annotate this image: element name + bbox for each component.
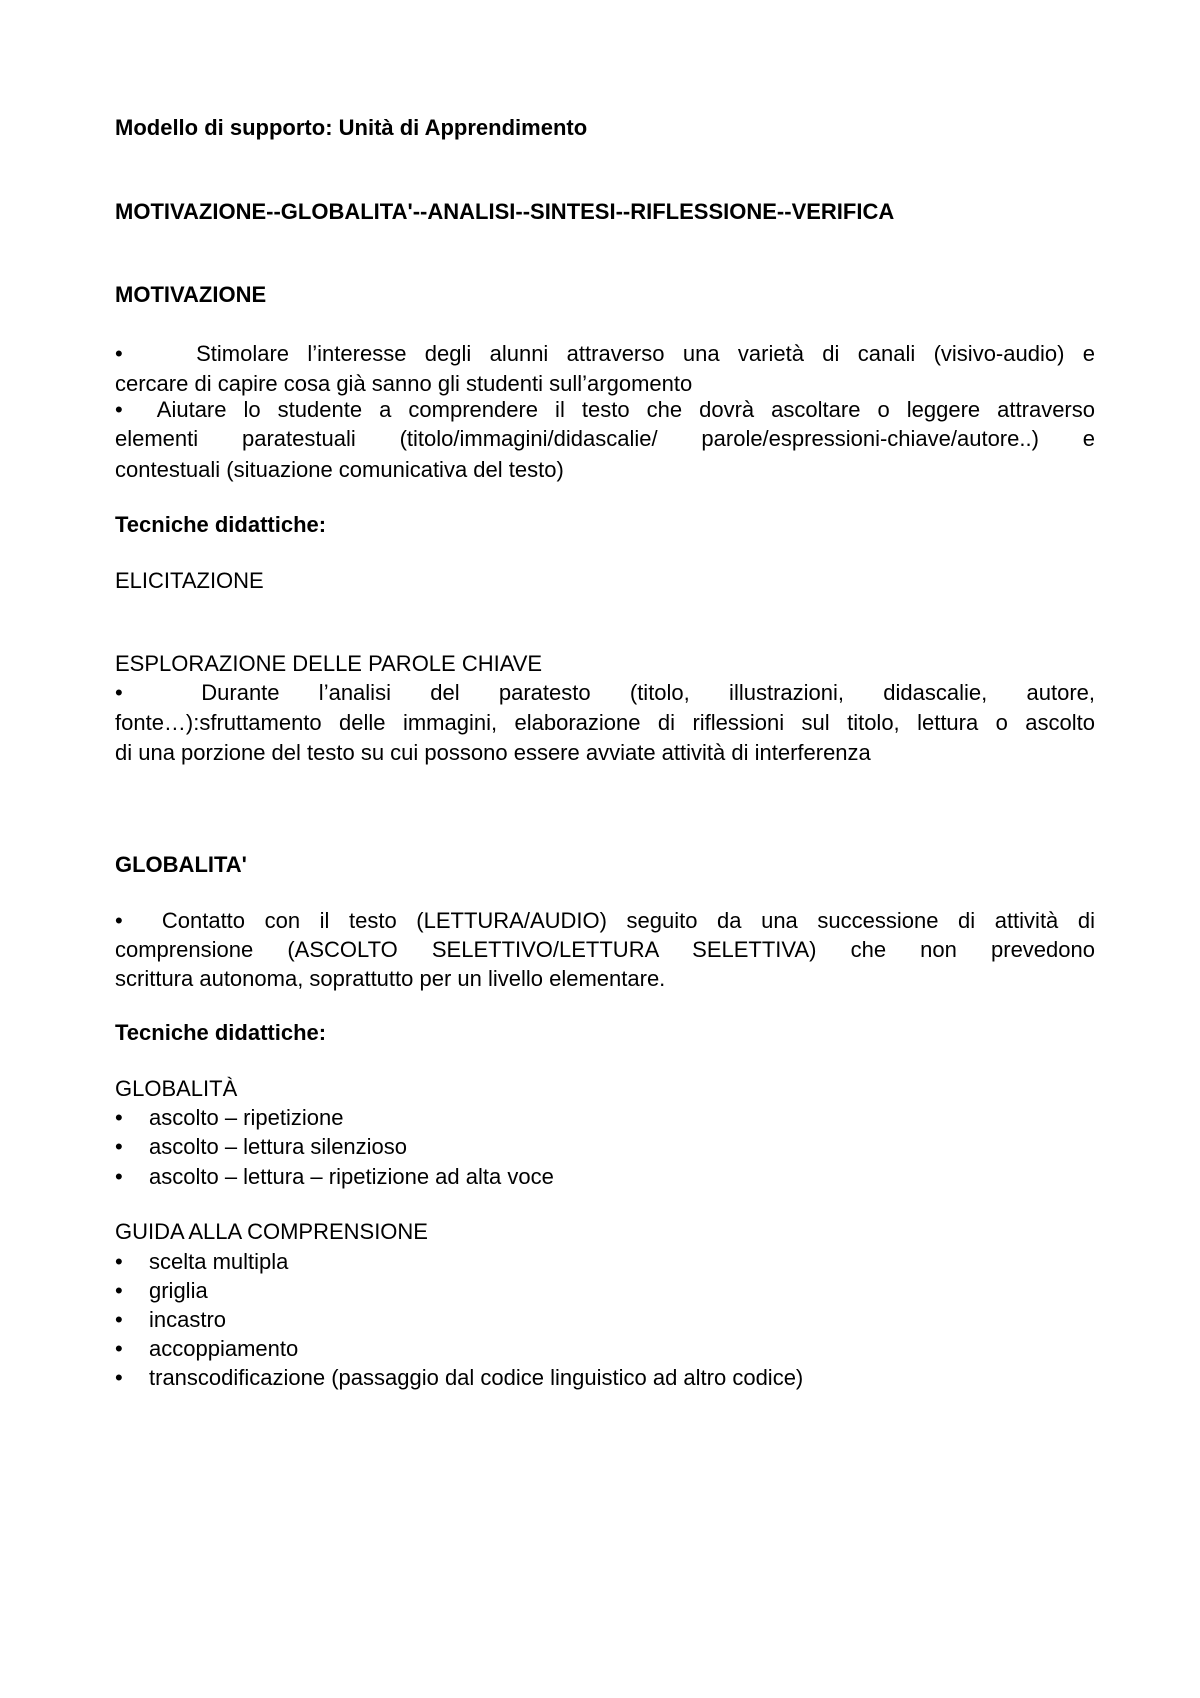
elicitazione-label: ELICITAZIONE: [115, 568, 264, 593]
esplorazione-label: ESPLORAZIONE DELLE PAROLE CHIAVE: [115, 651, 543, 676]
list-item: • transcodificazione (passaggio dal codice linguistico ad altro codice): [115, 1365, 804, 1390]
bullet-marker: •: [115, 397, 123, 422]
motivazione-bullet-1-line-1: • Stimolare l’interesse degli alunni attraverso una varietà di canali (visivo-audio) e: [115, 341, 1095, 366]
motivazione-bullet-2-line-2: elementi paratestuali (titolo/immagini/didascalie/ parole/espressioni-chiave/autore..) e: [115, 426, 1095, 451]
globalita-heading: GLOBALITA': [115, 852, 247, 877]
list-item: • ascolto – lettura – ripetizione ad alta voce: [115, 1164, 554, 1189]
motivazione-heading: MOTIVAZIONE: [115, 282, 267, 307]
globalita-bullet-line-3: scrittura autonoma, soprattutto per un livello elementare.: [115, 966, 666, 991]
motivazione-bullet-2-line-3: contestuali (situazione comunicativa del testo): [115, 457, 564, 482]
list-item: • scelta multipla: [115, 1249, 289, 1274]
esplorazione-bullet-line-1: • Durante l’analisi del paratesto (titolo, illustrazioni, didascalie, autore,: [115, 680, 1095, 705]
motivazione-bullet-1-line-2: cercare di capire cosa già sanno gli studenti sull’argomento: [115, 371, 693, 396]
globalita-bullet-line-1: • Contatto con il testo (LETTURA/AUDIO) seguito da una successione di attività di: [115, 908, 1095, 933]
list-item: • incastro: [115, 1307, 227, 1332]
list-item: • griglia: [115, 1278, 208, 1303]
globalita-label: GLOBALITÀ: [115, 1076, 238, 1101]
esplorazione-bullet-line-2: fonte…):sfruttamento delle immagini, elaborazione di riflessioni sul titolo, lettura o ascolto: [115, 710, 1095, 735]
bullet-marker: •: [115, 680, 123, 705]
globalita-bullet-line-2: comprensione (ASCOLTO SELETTIVO/LETTURA SELETTIVA) che non prevedono: [115, 937, 1095, 962]
list-item: • accoppiamento: [115, 1336, 299, 1361]
bullet-marker: •: [115, 908, 123, 933]
bullet-marker: •: [115, 341, 123, 366]
list-item: • ascolto – ripetizione: [115, 1105, 344, 1130]
phases-sequence: MOTIVAZIONE--GLOBALITA'--ANALISI--SINTESI--RIFLESSIONE--VERIFICA: [115, 199, 895, 224]
esplorazione-bullet-line-3: di una porzione del testo su cui possono essere avviate attività di interferenza: [115, 740, 871, 765]
document-title: Modello di supporto: Unità di Apprendimento: [115, 115, 588, 140]
guida-comprensione-label: GUIDA ALLA COMPRENSIONE: [115, 1219, 428, 1244]
motivazione-techniques-label: Tecniche didattiche:: [115, 512, 327, 537]
list-item: • ascolto – lettura silenzioso: [115, 1134, 408, 1159]
globalita-techniques-label: Tecniche didattiche:: [115, 1020, 327, 1045]
motivazione-bullet-2-line-1: • Aiutare lo studente a comprendere il testo che dovrà ascoltare o leggere attraverso: [115, 397, 1095, 422]
